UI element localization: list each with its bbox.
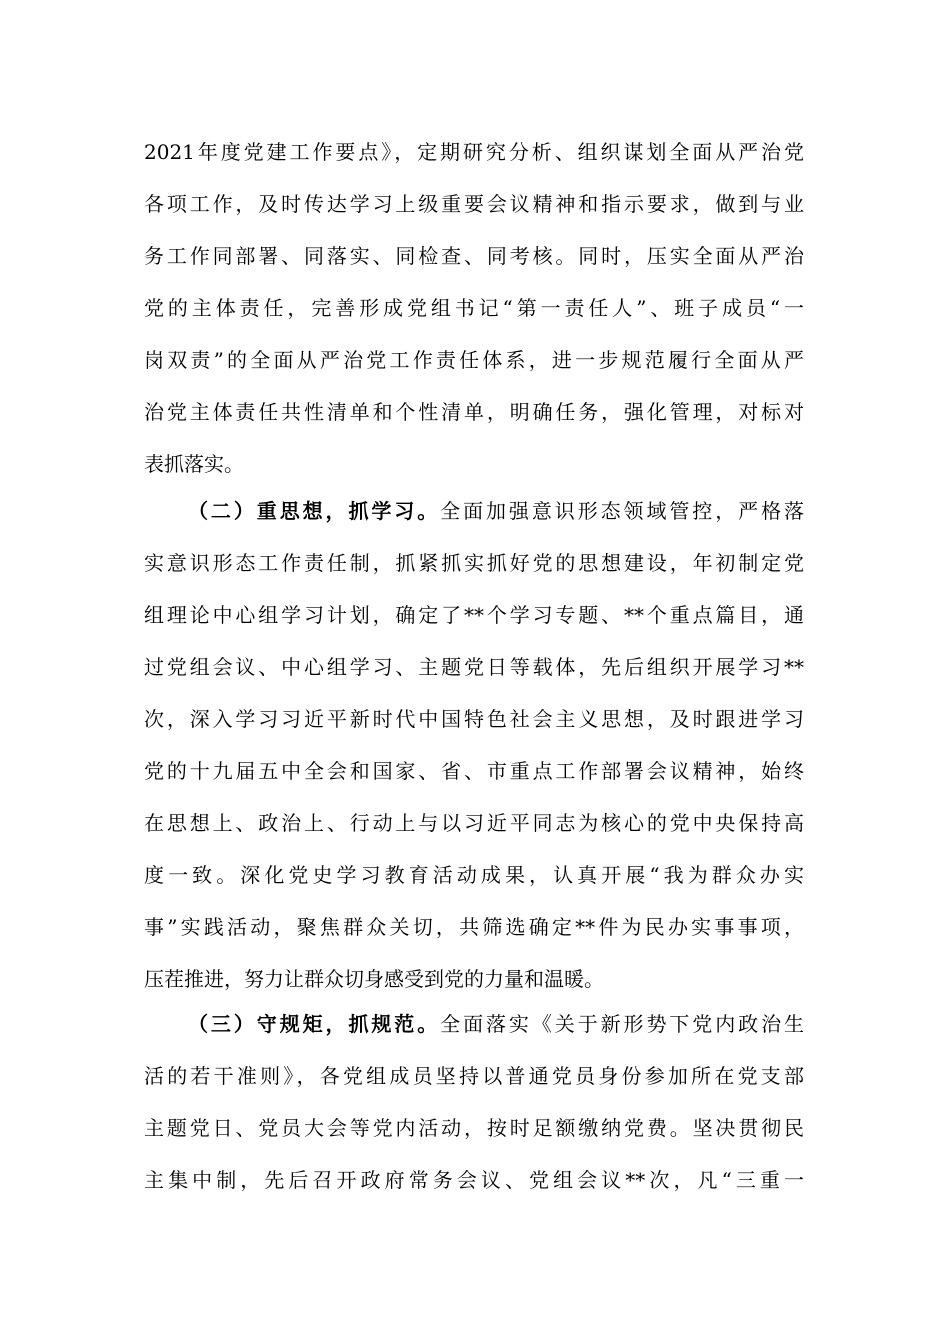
text-line: 治党主体责任共性清单和个性清单，明确任务，强化管理，对标对 xyxy=(144,400,804,424)
text-line: 次，深入学习习近平新时代中国特色社会主义思想，及时跟进学习 xyxy=(144,707,804,731)
text-line: 主题党日、党员大会等党内活动，按时足额缴纳党费。坚决贯彻民 xyxy=(144,1116,804,1140)
text-line: 组理论中心组学习计划，确定了**个学习专题、**个重点篇目，通 xyxy=(144,603,804,627)
paragraph-rules-norms xyxy=(144,998,804,1206)
text-line: 过党组会议、中心组学习、主题党日等载体，先后组织开展学习** xyxy=(144,655,804,679)
text-line: 2021年度党建工作要点》，定期研究分析、组织谋划全面从严治党 xyxy=(144,140,804,164)
text-line-first xyxy=(144,998,804,1050)
text-line: 主集中制，先后召开政府常务会议、党组会议**次，凡“三重一 xyxy=(144,1168,804,1192)
text-line: 度一致。深化党史学习教育活动成果，认真开展“我为群众办实 xyxy=(144,863,804,887)
paragraph-thought-study xyxy=(144,485,804,1005)
text-line: 压茬推进，努力让群众切身感受到党的力量和温暖。 xyxy=(144,967,604,991)
text-line: 党的十九届五中全会和国家、省、市重点工作部署会议精神，始终 xyxy=(144,759,804,783)
text-line-first xyxy=(144,485,804,537)
section-heading: （二）重思想，抓学习。 xyxy=(188,499,441,523)
text-line: 务工作同部署、同落实、同检查、同考核。同时，压实全面从严治 xyxy=(144,244,804,268)
section-heading: （三）守规矩，抓规范。 xyxy=(188,1012,441,1036)
text-line: 实意识形态工作责任制，抓紧抓实抓好党的思想建设，年初制定党 xyxy=(144,551,804,575)
text-line: 岗双责”的全面从严治党工作责任体系，进一步规范履行全面从严 xyxy=(144,348,804,372)
text-line-rest: 全面加强意识形态领域管控，严格落 xyxy=(440,499,805,523)
text-line: 在思想上、政治上、行动上与以习近平同志为核心的党中央保持高 xyxy=(144,811,804,835)
text-line: 活的若干准则》，各党组成员坚持以普通党员身份参加所在党支部 xyxy=(144,1064,804,1088)
text-line: 表抓落实。 xyxy=(144,452,244,476)
paragraph-party-building-points xyxy=(144,126,804,490)
text-line: 事”实践活动，聚焦群众关切，共筛选确定**件为民办实事事项， xyxy=(144,915,804,939)
text-line-rest: 全面落实《关于新形势下党内政治生 xyxy=(440,1012,805,1036)
text-line: 党的主体责任，完善形成党组书记“第一责任人”、班子成员“一 xyxy=(144,296,804,320)
text-line: 各项工作，及时传达学习上级重要会议精神和指示要求，做到与业 xyxy=(144,192,804,216)
